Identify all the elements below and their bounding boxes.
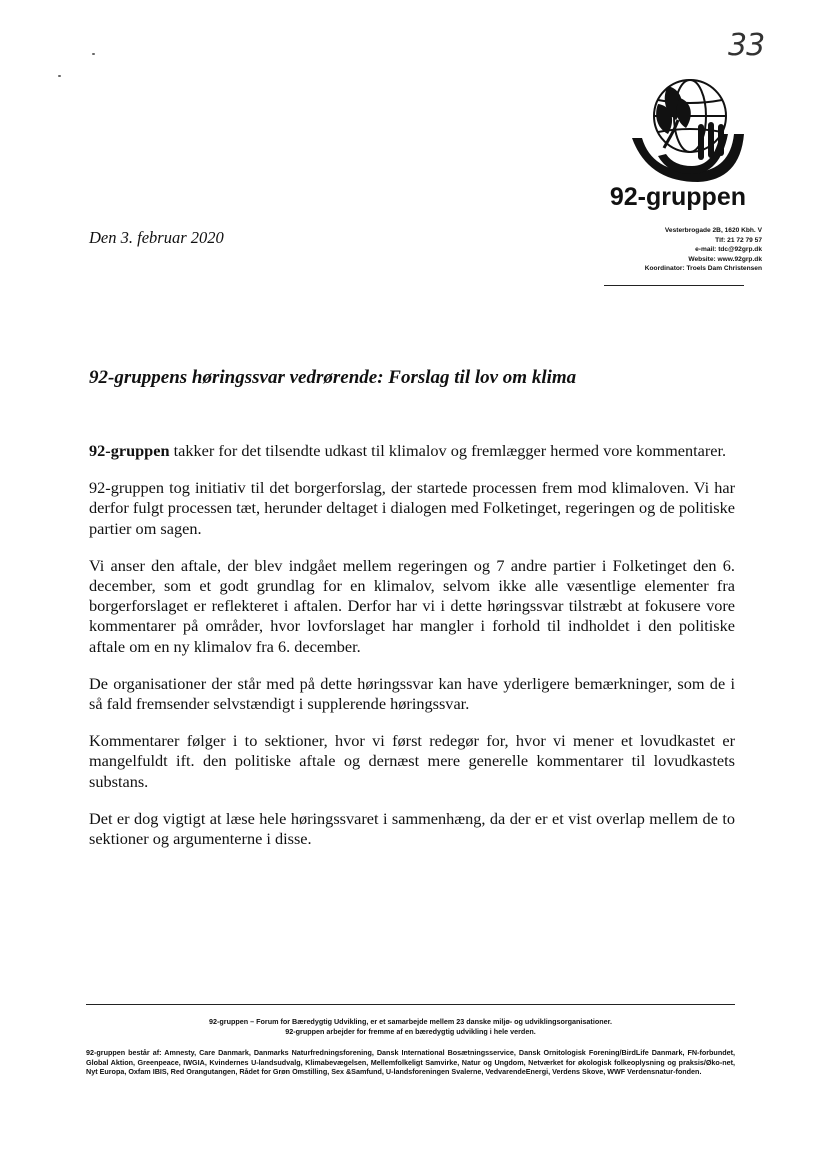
contact-block [560,226,762,274]
body-paragraph: Det er dog vigtigt at læse hele høringssvaret i sammenhæng, da der er et vist overlap mellem de to sektioner og argumenterne i disse. [89,808,735,849]
intro-paragraph [89,441,735,461]
letter-title: 92-gruppens høringssvar vedrørende: Forslag til lov om klima [89,367,577,388]
contact-coordinator: Koordinator: Troels Dam Christensen [644,265,762,273]
letter-date: Den 3. februar 2020 [89,228,224,247]
contact-email[interactable]: e-mail: tdc@92grp.dk [695,246,762,254]
body-paragraph: Kommentarer følger i to sektioner, hvor vi først redegør for, hvor vi mener et lovudkastet er mangelfuldt ift. den politiske aftale og dernæst mere generelle kommentarer til lovudkastets substans. [89,731,735,791]
contact-phone: Tlf: 21 72 79 57 [715,236,762,244]
letter-body [89,441,735,866]
page-number: 33 [728,28,765,63]
intro-lead: 92-gruppen [89,441,170,460]
body-paragraph: De organisationer der står med på dette høringssvar kan have yderligere bemærkninger, som de i så fald fremsender selvstændigt i supplerende høringssvar. [89,673,735,714]
globe-with-leaves-and-hand-icon [628,76,748,184]
scan-speck [58,75,61,77]
contact-address: Vesterbrogade 2B, 1620 Kbh. V [664,227,762,234]
contact-website[interactable]: Website: www.92grp.dk [688,255,762,263]
org-name: 92-gruppen [609,183,746,211]
footer-members: 92-gruppen består af: Amnesty, Care Danmark, Danmarks Naturfredningsforening, Dansk International Bosætningsservice, Dansk Ornitologisk Forening/BirdLife Danmark, FN-forbundet, Global Aktion, Greenpeace, IWGIA, Kvindernes U-landsudvalg, Klimabevægelsen, Mellemfolkeligt Samvirke, Natur og Ungdom, Netværket for økologisk folkeoplysning og praksis/Øko-net, Nyt Europa, Oxfam IBIS, Red Orangutangen, Rådet for Grøn Omstilling, Sex &Samfund, U-landsforeningen Svalerne, VedvarendeEnergi, Verdens Skove, WWF Verdensnatur-fonden. [86,1048,735,1076]
footer-line-1: 92-gruppen – Forum for Bæredygtig Udvikling, er et samarbejde mellem 23 danske miljø- og udviklingsorganisationer. [209,1017,612,1026]
footer-about [86,1017,735,1036]
footer-line-2: 92-gruppen arbejder for fremme af en bæredygtig udvikling i hele verden. [285,1026,536,1036]
scan-speck [92,53,95,55]
header-divider [604,285,744,286]
footer-divider [86,1004,735,1005]
body-paragraph: 92-gruppen tog initiativ til det borgerforslag, der startede processen frem mod klimaloven. Vi har derfor fulgt processen tæt, herunder deltaget i dialogen med Folketinget, regeringen og de politiske partier om sagen. [89,478,735,538]
intro-text: takker for det tilsendte udkast til klimalov og fremlægger hermed vore kommentarer. [169,441,727,460]
body-paragraph: Vi anser den aftale, der blev indgået mellem regeringen og 7 andre partier i Folketinget den 6. december, som et godt grundlag for en klimalov, selvom ikke alle væsentlige elementer fra borgerforslaget er reflekteret i aftalen. Derfor har vi i dette høringssvar tilstræbt at fokusere vore kommentarer på områder, hvor lovforslaget har mangler i forhold til indholdet i den politiske aftale om en ny klimalov fra 6. december. [89,555,735,656]
